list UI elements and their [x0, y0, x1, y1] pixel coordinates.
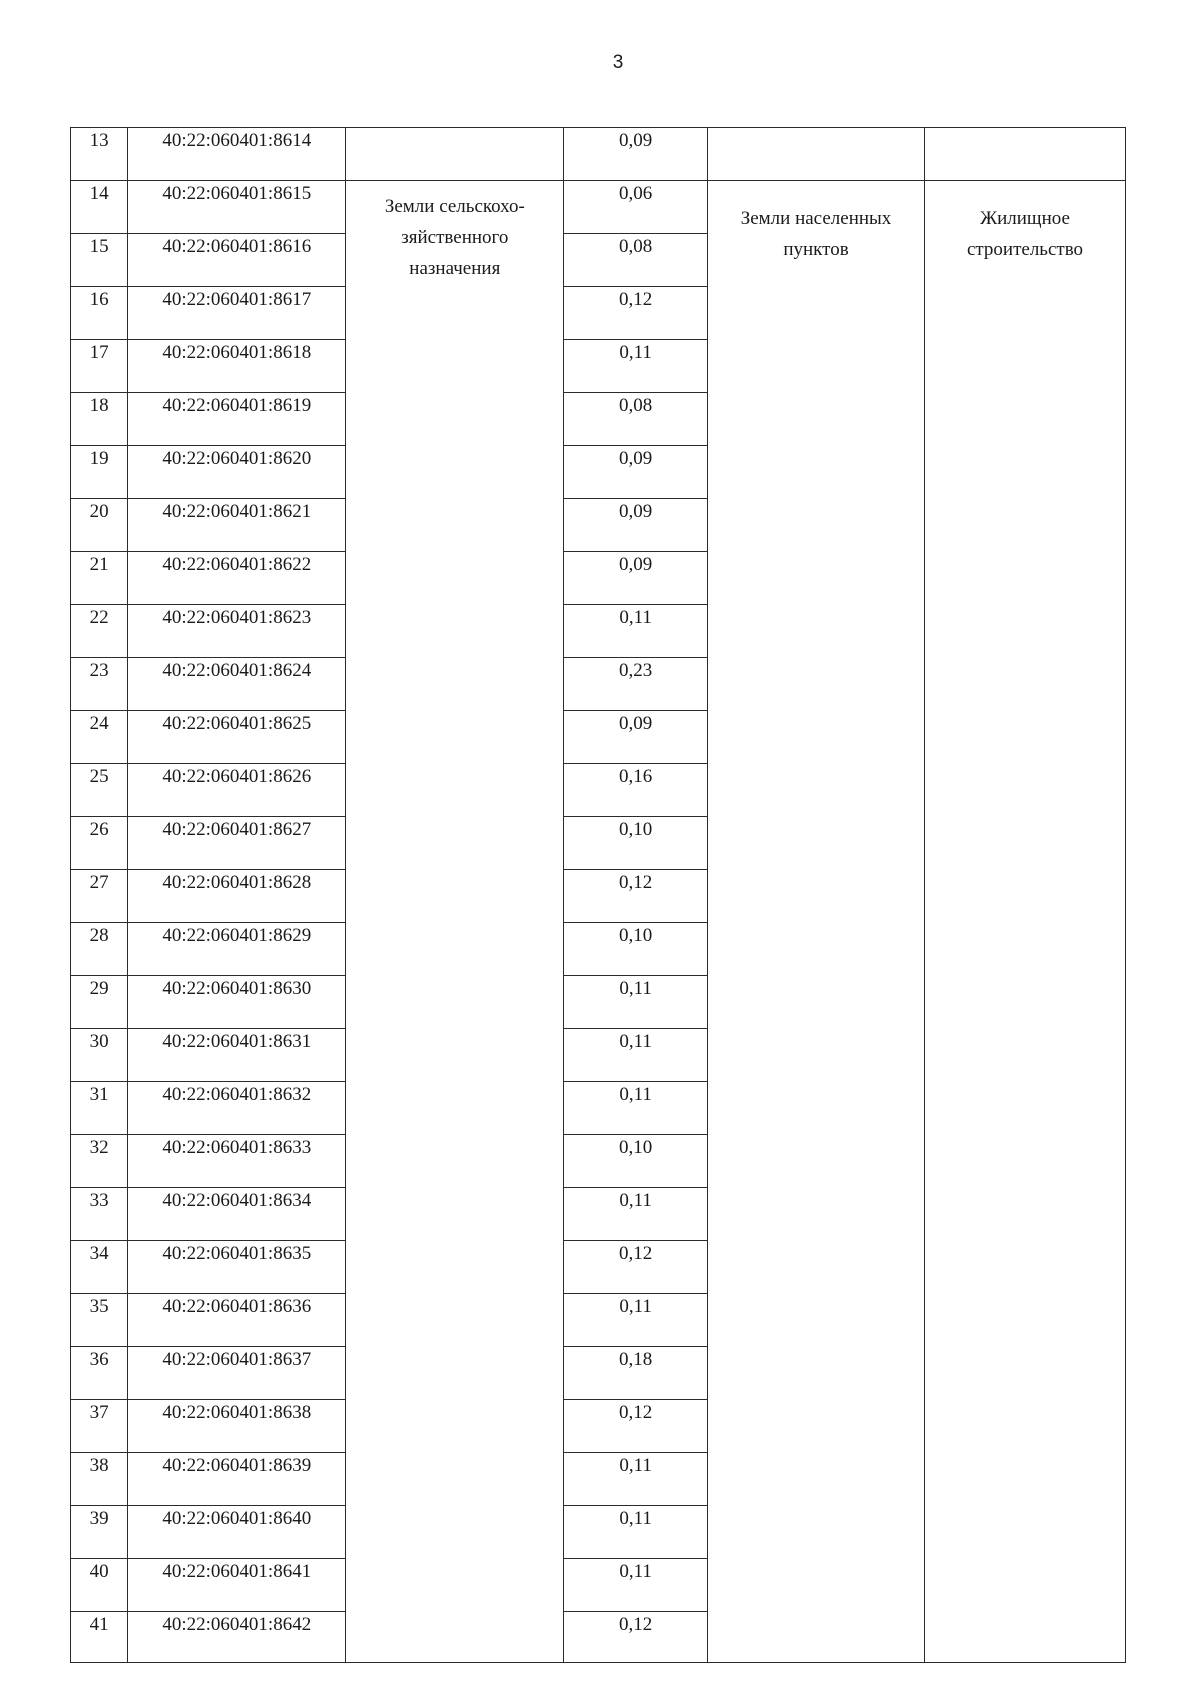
row-number: 30	[71, 1029, 128, 1082]
area-value: 0,11	[564, 1506, 708, 1559]
category-to-text: Земли населенных пунктов	[740, 208, 892, 260]
permitted-use-cell-empty	[925, 128, 1126, 181]
cadastral-number: 40:22:060401:8626	[128, 764, 346, 817]
row-number: 32	[71, 1135, 128, 1188]
row-number: 17	[71, 340, 128, 393]
area-value: 0,11	[564, 340, 708, 393]
cadastral-number: 40:22:060401:8642	[128, 1612, 346, 1663]
row-number: 37	[71, 1400, 128, 1453]
area-value: 0,12	[564, 1400, 708, 1453]
row-number: 19	[71, 446, 128, 499]
area-value: 0,12	[564, 1241, 708, 1294]
cadastral-number: 40:22:060401:8622	[128, 552, 346, 605]
category-to-cell-empty	[708, 128, 925, 181]
area-value: 0,10	[564, 923, 708, 976]
cadastral-number: 40:22:060401:8636	[128, 1294, 346, 1347]
row-number: 40	[71, 1559, 128, 1612]
area-value: 0,12	[564, 1612, 708, 1663]
area-value: 0,09	[564, 446, 708, 499]
permitted-use-text: Жилищное строительство	[966, 208, 1084, 260]
cadastral-number: 40:22:060401:8638	[128, 1400, 346, 1453]
cadastral-number: 40:22:060401:8628	[128, 870, 346, 923]
cadastral-number: 40:22:060401:8616	[128, 234, 346, 287]
row-number: 18	[71, 393, 128, 446]
cadastral-number: 40:22:060401:8634	[128, 1188, 346, 1241]
table-row	[71, 181, 1126, 234]
cadastral-number: 40:22:060401:8620	[128, 446, 346, 499]
cadastral-number: 40:22:060401:8633	[128, 1135, 346, 1188]
cadastral-number: 40:22:060401:8629	[128, 923, 346, 976]
row-number: 15	[71, 234, 128, 287]
area-value: 0,11	[564, 1294, 708, 1347]
area-value: 0,23	[564, 658, 708, 711]
cadastral-number: 40:22:060401:8641	[128, 1559, 346, 1612]
row-number: 35	[71, 1294, 128, 1347]
page-number: 3	[612, 52, 624, 73]
cadastral-number: 40:22:060401:8631	[128, 1029, 346, 1082]
category-from-cell-empty	[346, 128, 564, 181]
table-row	[71, 128, 1126, 181]
row-number: 39	[71, 1506, 128, 1559]
row-number: 14	[71, 181, 128, 234]
cadastral-number: 40:22:060401:8632	[128, 1082, 346, 1135]
row-number: 24	[71, 711, 128, 764]
cadastral-number: 40:22:060401:8618	[128, 340, 346, 393]
area-value: 0,11	[564, 1029, 708, 1082]
row-number: 33	[71, 1188, 128, 1241]
land-plots-table	[70, 127, 1126, 1663]
cadastral-number: 40:22:060401:8627	[128, 817, 346, 870]
row-number: 23	[71, 658, 128, 711]
row-number: 20	[71, 499, 128, 552]
row-number: 29	[71, 976, 128, 1029]
cadastral-number: 40:22:060401:8615	[128, 181, 346, 234]
cadastral-number: 40:22:060401:8639	[128, 1453, 346, 1506]
area-value: 0,11	[564, 1082, 708, 1135]
row-number: 27	[71, 870, 128, 923]
area-value: 0,11	[564, 976, 708, 1029]
area-value: 0,10	[564, 817, 708, 870]
row-number: 16	[71, 287, 128, 340]
category-from-cell	[346, 181, 564, 1663]
category-from-text: Земли сельскохо- зяйственного назначения	[384, 196, 525, 279]
cadastral-number: 40:22:060401:8625	[128, 711, 346, 764]
area-value: 0,11	[564, 1453, 708, 1506]
row-number: 21	[71, 552, 128, 605]
cadastral-number: 40:22:060401:8617	[128, 287, 346, 340]
cadastral-number: 40:22:060401:8640	[128, 1506, 346, 1559]
area-value: 0,11	[564, 605, 708, 658]
area-value: 0,11	[564, 1188, 708, 1241]
permitted-use-cell	[925, 181, 1126, 1663]
row-number: 34	[71, 1241, 128, 1294]
row-number: 41	[71, 1612, 128, 1663]
category-to-cell	[708, 181, 925, 1663]
row-number: 28	[71, 923, 128, 976]
cadastral-number: 40:22:060401:8619	[128, 393, 346, 446]
cadastral-number: 40:22:060401:8635	[128, 1241, 346, 1294]
area-value: 0,10	[564, 1135, 708, 1188]
area-value: 0,08	[564, 234, 708, 287]
area-value: 0,12	[564, 870, 708, 923]
area-value: 0,11	[564, 1559, 708, 1612]
cadastral-number: 40:22:060401:8637	[128, 1347, 346, 1400]
area-value: 0,09	[564, 499, 708, 552]
cadastral-number: 40:22:060401:8624	[128, 658, 346, 711]
area-value: 0,12	[564, 287, 708, 340]
row-number: 25	[71, 764, 128, 817]
cadastral-number: 40:22:060401:8621	[128, 499, 346, 552]
area-value: 0,09	[564, 552, 708, 605]
row-number: 36	[71, 1347, 128, 1400]
area-value: 0,09	[564, 128, 708, 181]
area-value: 0,09	[564, 711, 708, 764]
area-value: 0,18	[564, 1347, 708, 1400]
row-number: 31	[71, 1082, 128, 1135]
row-number: 38	[71, 1453, 128, 1506]
cadastral-number: 40:22:060401:8623	[128, 605, 346, 658]
row-number: 13	[71, 128, 128, 181]
area-value: 0,08	[564, 393, 708, 446]
cadastral-number: 40:22:060401:8614	[128, 128, 346, 181]
row-number: 22	[71, 605, 128, 658]
area-value: 0,16	[564, 764, 708, 817]
area-value: 0,06	[564, 181, 708, 234]
row-number: 26	[71, 817, 128, 870]
cadastral-number: 40:22:060401:8630	[128, 976, 346, 1029]
